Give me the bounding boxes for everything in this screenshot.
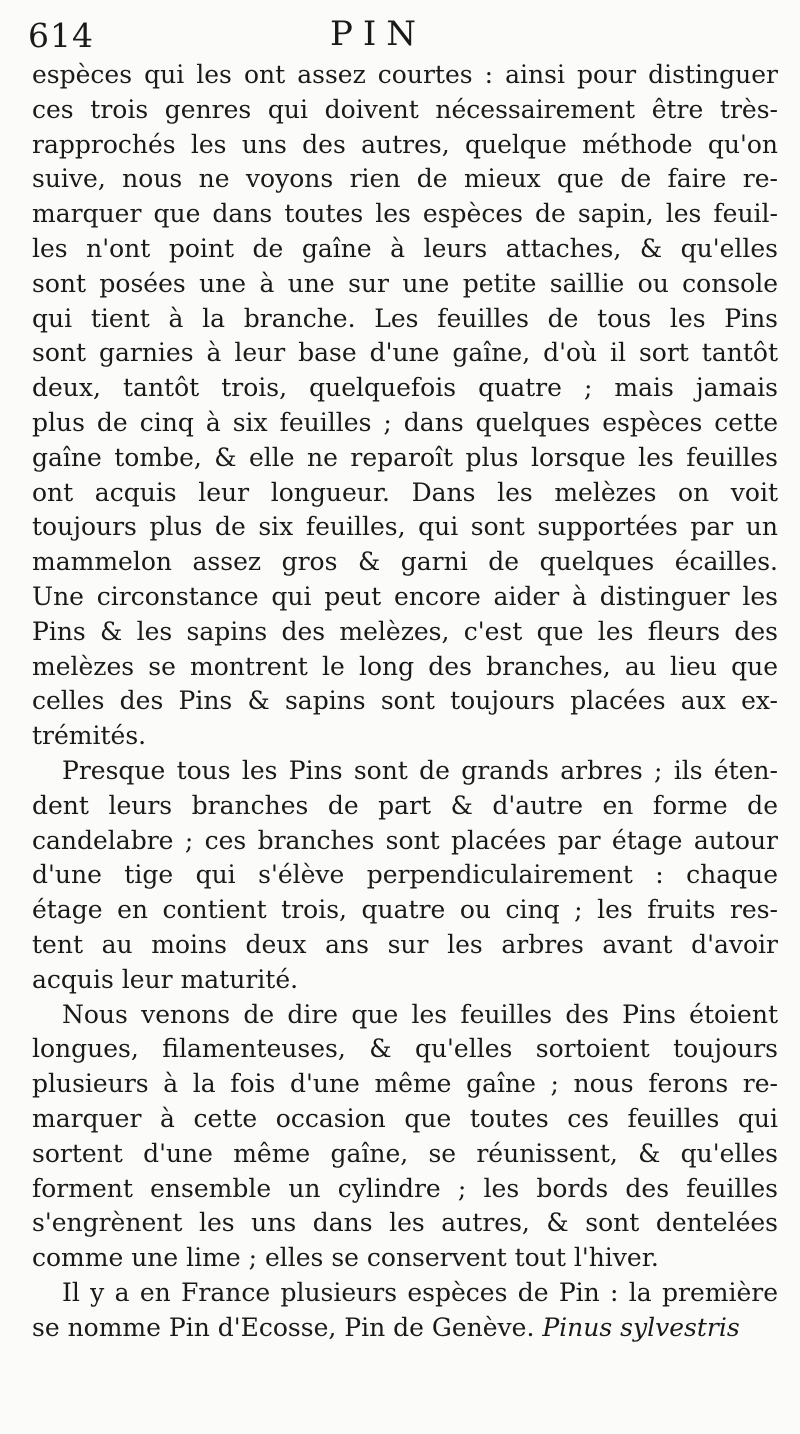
text-line: tent au moins deux ans sur les arbres avant d'avoir — [32, 929, 778, 959]
text-line: sortent d'une même gaîne, se réunissent, & qu'elles — [32, 1138, 778, 1168]
text-line: Il y a en France plusieurs espèces de Pin : la première — [62, 1277, 778, 1307]
text-line: s'engrènent les uns dans les autres, & sont dentelées — [32, 1208, 778, 1238]
text-line: sont garnies à leur base d'une gaîne, d'où il sort tantôt — [32, 338, 778, 368]
text-line — [32, 1311, 778, 1346]
text-line: acquis leur maturité. — [32, 964, 299, 994]
text-line: candelabre ; ces branches sont placées par étage autour — [32, 825, 778, 855]
text-line: qui tient à la branche. Les feuilles de tous les Pins — [32, 303, 778, 333]
text-line: dent leurs branches de part & d'autre en forme de — [32, 790, 778, 820]
paragraph — [32, 754, 778, 998]
text-line: melèzes se montrent le long des branches, au lieu que — [32, 651, 778, 681]
text-line: mammelon assez gros & garni de quelques écailles. — [32, 547, 778, 577]
text-line: toujours plus de six feuilles, qui sont supportées par un — [32, 512, 778, 542]
text-line-start: se nomme Pin d'Ecosse, Pin de Genève. — [32, 1312, 535, 1342]
running-title: PIN — [330, 14, 427, 54]
text-line: marquer à cette occasion que toutes ces feuilles qui — [32, 1103, 778, 1133]
text-line: Pins & les sapins des melèzes, c'est que les fleurs des — [32, 616, 778, 646]
text-line: les n'ont point de gaîne à leurs attaches, & qu'elles — [32, 233, 778, 263]
text-line: plus de cinq à six feuilles ; dans quelques espèces cette — [32, 407, 778, 437]
text-line: celles des Pins & sapins sont toujours placées aux ex- — [32, 686, 778, 716]
text-line: trémités. — [32, 721, 147, 751]
text-line: ces trois genres qui doivent nécessairement être très- — [32, 94, 778, 124]
text-line: espèces qui les ont assez courtes : ainsi pour distinguer — [32, 60, 778, 89]
text-line: étage en contient trois, quatre ou cinq ; les fruits res- — [32, 895, 778, 925]
text-line: Une circonstance qui peut encore aider à distinguer les — [32, 581, 778, 611]
text-line: marquer que dans toutes les espèces de sapin, les feuil- — [32, 199, 778, 229]
text-line: suive, nous ne voyons rien de mieux que de faire re- — [32, 164, 778, 194]
text-line: Nous venons de dire que les feuilles des Pins étoient — [62, 999, 778, 1029]
text-line: comme une lime ; elles se conservent tout l'hiver. — [32, 1243, 659, 1273]
text-line: ont acquis leur longueur. Dans les melèzes on voit — [32, 477, 778, 507]
text-line: forment ensemble un cylindre ; les bords des feuilles — [32, 1173, 778, 1203]
page-header — [0, 14, 800, 54]
text-line: sont posées une à une sur une petite saillie ou console — [32, 268, 778, 298]
paragraph — [32, 1276, 778, 1346]
text-line: d'une tige qui s'élève perpendiculairement : chaque — [32, 860, 778, 890]
latin-name: Pinus sylvestris — [542, 1312, 740, 1342]
text-line: longues, filamenteuses, & qu'elles sortoient toujours — [32, 1034, 778, 1064]
text-line: deux, tantôt trois, quelquefois quatre ; mais jamais — [32, 373, 778, 403]
text-line: rapprochés les uns des autres, quelque méthode qu'on — [32, 129, 778, 159]
text-line: plusieurs à la fois d'une même gaîne ; nous ferons re- — [32, 1069, 778, 1099]
paragraph — [32, 58, 778, 754]
text-line: Presque tous les Pins sont de grands arbres ; ils éten- — [62, 755, 778, 785]
paragraph — [32, 998, 778, 1276]
text-line: gaîne tombe, & elle ne reparoît plus lorsque les feuilles — [32, 442, 778, 472]
page-number: 614 — [28, 16, 94, 55]
body-text — [32, 58, 778, 1345]
